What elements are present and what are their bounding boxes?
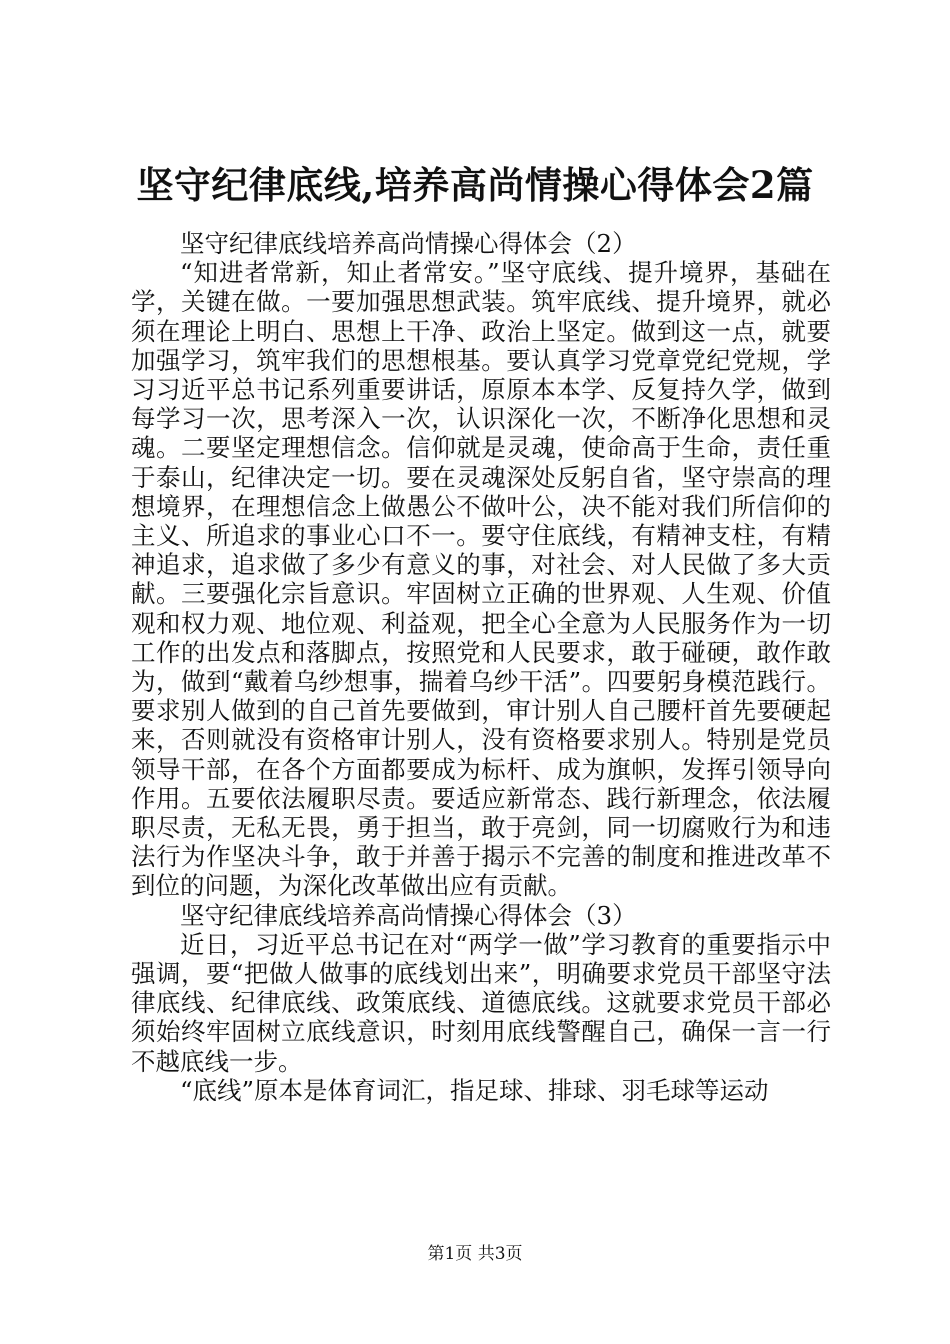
section-heading-3: 坚守纪律底线培养高尚情操心得体会（3）	[180, 900, 637, 930]
document-body	[131, 229, 831, 1105]
page-number-footer: 第1页 共3页	[427, 1244, 523, 1264]
document-title: 坚守纪律底线,培养高尚情操心得体会2篇	[136, 163, 814, 207]
body-paragraph: 近日，习近平总书记在对“两学一做”学习教育的重要指示中强调，要“把做人做事的底线划出来”，明确要求党员干部坚守法律底线、纪律底线、政策底线、道德底线。这就要求党员干部必须始终牢固树立底线意识，时刻用底线警醒自己，确保一言一行不越底线一步。	[131, 929, 831, 1076]
body-paragraph: “知进者常新，知止者常安。”坚守底线、提升境界，基础在学，关键在做。一要加强思想武装。筑牢底线、提升境界，就必须在理论上明白、思想上干净、政治上坚定。做到这一点，就要加强学习，筑牢我们的思想根基。要认真学习党章党纪党规，学习习近平总书记系列重要讲话，原原本本学、反复持久学，做到每学习一次，思考深入一次，认识深化一次，不断净化思想和灵魂。二要坚定理想信念。信仰就是灵魂，使命高于生命，责任重于泰山，纪律决定一切。要在灵魂深处反躬自省，坚守崇高的理想境界，在理想信念上做愚公不做叶公，决不能对我们所信仰的主义、所追求的事业心口不一。要守住底线，有精神支柱，有精神追求，追求做了多少有意义的事，对社会、对人民做了多大贡献。三要强化宗旨意识。牢固树立正确的世界观、人生观、价值观和权力观、地位观、利益观，把全心全意为人民服务作为一切工作的出发点和落脚点，按照党和人民要求，敢于碰硬，敢作敢为，做到“戴着乌纱想事，揣着乌纱干活”。四要躬身模范践行。要求别人做到的自己首先要做到，审计别人自己腰杆首先要硬起来，否则就没有资格审计别人，没有资格要求别人。特别是党员领导干部，在各个方面都要成为标杆、成为旗帜，发挥引领导向作用。五要依法履职尽责。要适应新常态、践行新理念，依法履职尽责，无私无畏，勇于担当，敢于亮剑，同一切腐败行为和违法行为作坚决斗争，敢于并善于揭示不完善的制度和推进改革不到位的问题，为深化改革做出应有贡献。	[131, 258, 831, 901]
section-heading-2: 坚守纪律底线培养高尚情操心得体会（2）	[180, 229, 637, 258]
body-paragraph: “底线”原本是体育词汇，指足球、排球、羽毛球等运动	[180, 1075, 769, 1105]
